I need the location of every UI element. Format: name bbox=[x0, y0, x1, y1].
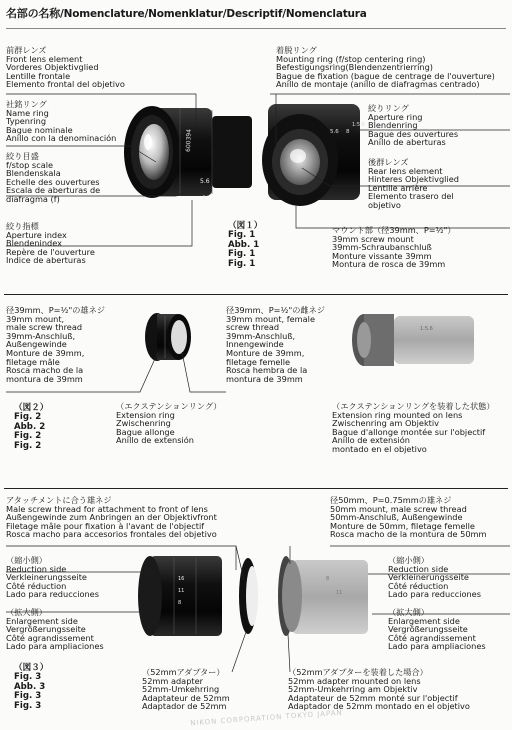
lens-serial-text: 600394 bbox=[185, 128, 193, 153]
fig3-right-lens-illustration bbox=[278, 556, 368, 636]
fig3-caption: （図３） Fig. 3 Abb. 3 Fig. 3 Fig. 3 bbox=[14, 663, 49, 711]
reduction-side-right-label: （縮小側） Reduction side Verkleinerungsseite Côté réduction Lado para reducciones bbox=[388, 555, 481, 600]
svg-text:11: 11 bbox=[178, 588, 185, 594]
lens-with-extension-ring bbox=[352, 314, 474, 366]
svg-text:11: 11 bbox=[336, 590, 343, 596]
heading-japanese: 名部の名称 bbox=[6, 7, 60, 20]
male-thread-label: 径39mm、P=½"の雄ネジ 39mm mount, male screw thread 39mm-Anschluß, Außengewinde Monture de 39mm, filetage mâle Rosca macho de la montura de 39mm bbox=[6, 305, 105, 384]
svg-text:1:5.6: 1:5.6 bbox=[420, 326, 433, 332]
fstop-scale-label: 絞り目盛 f/stop scale Blendenskala Echelle des ouvertures Escala de aberturas de diafragma (f) bbox=[6, 151, 101, 204]
fig1-caption: （図１） Fig. 1 Abb. 1 Fig. 1 Fig. 1 bbox=[228, 221, 263, 269]
adapter-mounted-label: （52mmアダプターを装着した場合） 52mm adapter mounted on lens 52mm-Umkehrring am Objektiv Adaptateur de 52mm monté sur l'objectif Adaptador de 52mm montado en el objetivo bbox=[288, 667, 470, 712]
svg-text:8: 8 bbox=[202, 195, 206, 202]
aperture-index-label: 絞り指標 Aperture index Blendenindex Repère de l'ouverture Indice de aberturas bbox=[6, 221, 95, 266]
enlargement-side-left-label: （拡大側） Enlargement side Vergrößerungsseite Côté agrandissement Lado para ampliaciones bbox=[6, 607, 104, 652]
svg-text:8: 8 bbox=[346, 129, 350, 135]
front-lens-label: 前群レンズ Front lens element Vorderes Objektivglied Lentille frontale Elemento frontal del objetivo bbox=[6, 45, 125, 90]
svg-text:5.6: 5.6 bbox=[200, 178, 210, 185]
svg-text:8: 8 bbox=[178, 600, 182, 606]
mounting-ring-label: 着脱リング Mounting ring (f/stop centering ring) Befestigungsring(Blendenzentrierring) Bague de fixation (bague de centrage de l'ouverture) Anillo de montaje (anillo de diafragmas centrado) bbox=[276, 45, 495, 90]
enlargement-side-right-label: （拡大側） Enlargement side Vergrößerungsseite Côté agrandissement Lado para ampliaciones bbox=[388, 607, 486, 652]
svg-text:16: 16 bbox=[178, 576, 185, 582]
female-thread-label: 径39mm、P=½"の雌ネジ 39mm mount, female screw thread 39mm-Anschluß, Innengewinde Monture de 39mm, filetage femelle Rosca hembra de la montura de 39mm bbox=[226, 305, 325, 384]
svg-text:1:5.6: 1:5.6 bbox=[352, 122, 365, 128]
aperture-ring-label: 絞りリング Aperture ring Blendenring Bague des ouvertures Anillo de aberturas bbox=[368, 103, 459, 148]
ring-mounted-label: （エクステンションリングを装着した状態） Extension ring mounted on lens Zwischenring am Objektiv Bague d'allonge montée sur l'objectif Anillo de extensión montado en el objetivo bbox=[332, 401, 495, 454]
extension-ring-illustration bbox=[145, 313, 191, 361]
rear-lens-label: 後群レンズ Rear lens element Hinteres Objektivglied Lentille arrière Elemento trasero del objetivo bbox=[368, 157, 459, 210]
fig3-panel-border bbox=[4, 488, 508, 489]
rear-lens-illustration bbox=[262, 104, 365, 206]
svg-text:8: 8 bbox=[326, 576, 330, 582]
fig3-left-lens-illustration bbox=[138, 556, 222, 636]
name-ring-label: 社銘リング Name ring Typenring Bague nominale Anillo con la denominación bbox=[6, 99, 117, 144]
heading-rule bbox=[6, 28, 506, 29]
mount-50-label: 径50mm、P=0.75mmの雄ネジ 50mm mount, male screw thread 50mm-Anschluß, Außengewinde Monture de 50mm, filetage femelle Rosca macho de la montura de 50mm bbox=[330, 495, 487, 540]
extension-ring-label: （エクステンションリング） Extension ring Zwischenring Bague allonge Anillo de extensión bbox=[116, 401, 222, 446]
attach-thread-label: アタッチメントに合う雄ネジ Male screw thread for attachment to front of lens Außengewinde zum Anbringen an der Objektivfront Filetage mâle pour fixation à l'avant de l'objectif Rosca macho para accesorios frontales del objetivo bbox=[6, 495, 217, 540]
svg-text:5.6: 5.6 bbox=[330, 129, 339, 135]
fig2-caption: （図２） Fig. 2 Abb. 2 Fig. 2 Fig. 2 bbox=[14, 403, 49, 451]
nikon-watermark: NIKON CORPORATION TOKYO JAPAN bbox=[189, 708, 343, 728]
reduction-side-left-label: （縮小側） Reduction side Verkleinerungsseite Côté réduction Lado para reducciones bbox=[6, 555, 99, 600]
heading-multilingual: /Nomenclature/Nomenklatur/Descriptif/Nomenclatura bbox=[60, 8, 367, 20]
screw-mount-label: マウント部（径39mm、P=½"） 39mm screw mount 39mm-Schraubanschluß Monture vissante 39mm Montura de rosca de 39mm bbox=[332, 225, 456, 270]
adapter-label: （52mmアダプター） 52mm adapter 52mm-Umkehrring Adaptateur de 52mm Adaptador de 52mm bbox=[142, 667, 230, 712]
fig2-panel-border bbox=[4, 294, 508, 295]
